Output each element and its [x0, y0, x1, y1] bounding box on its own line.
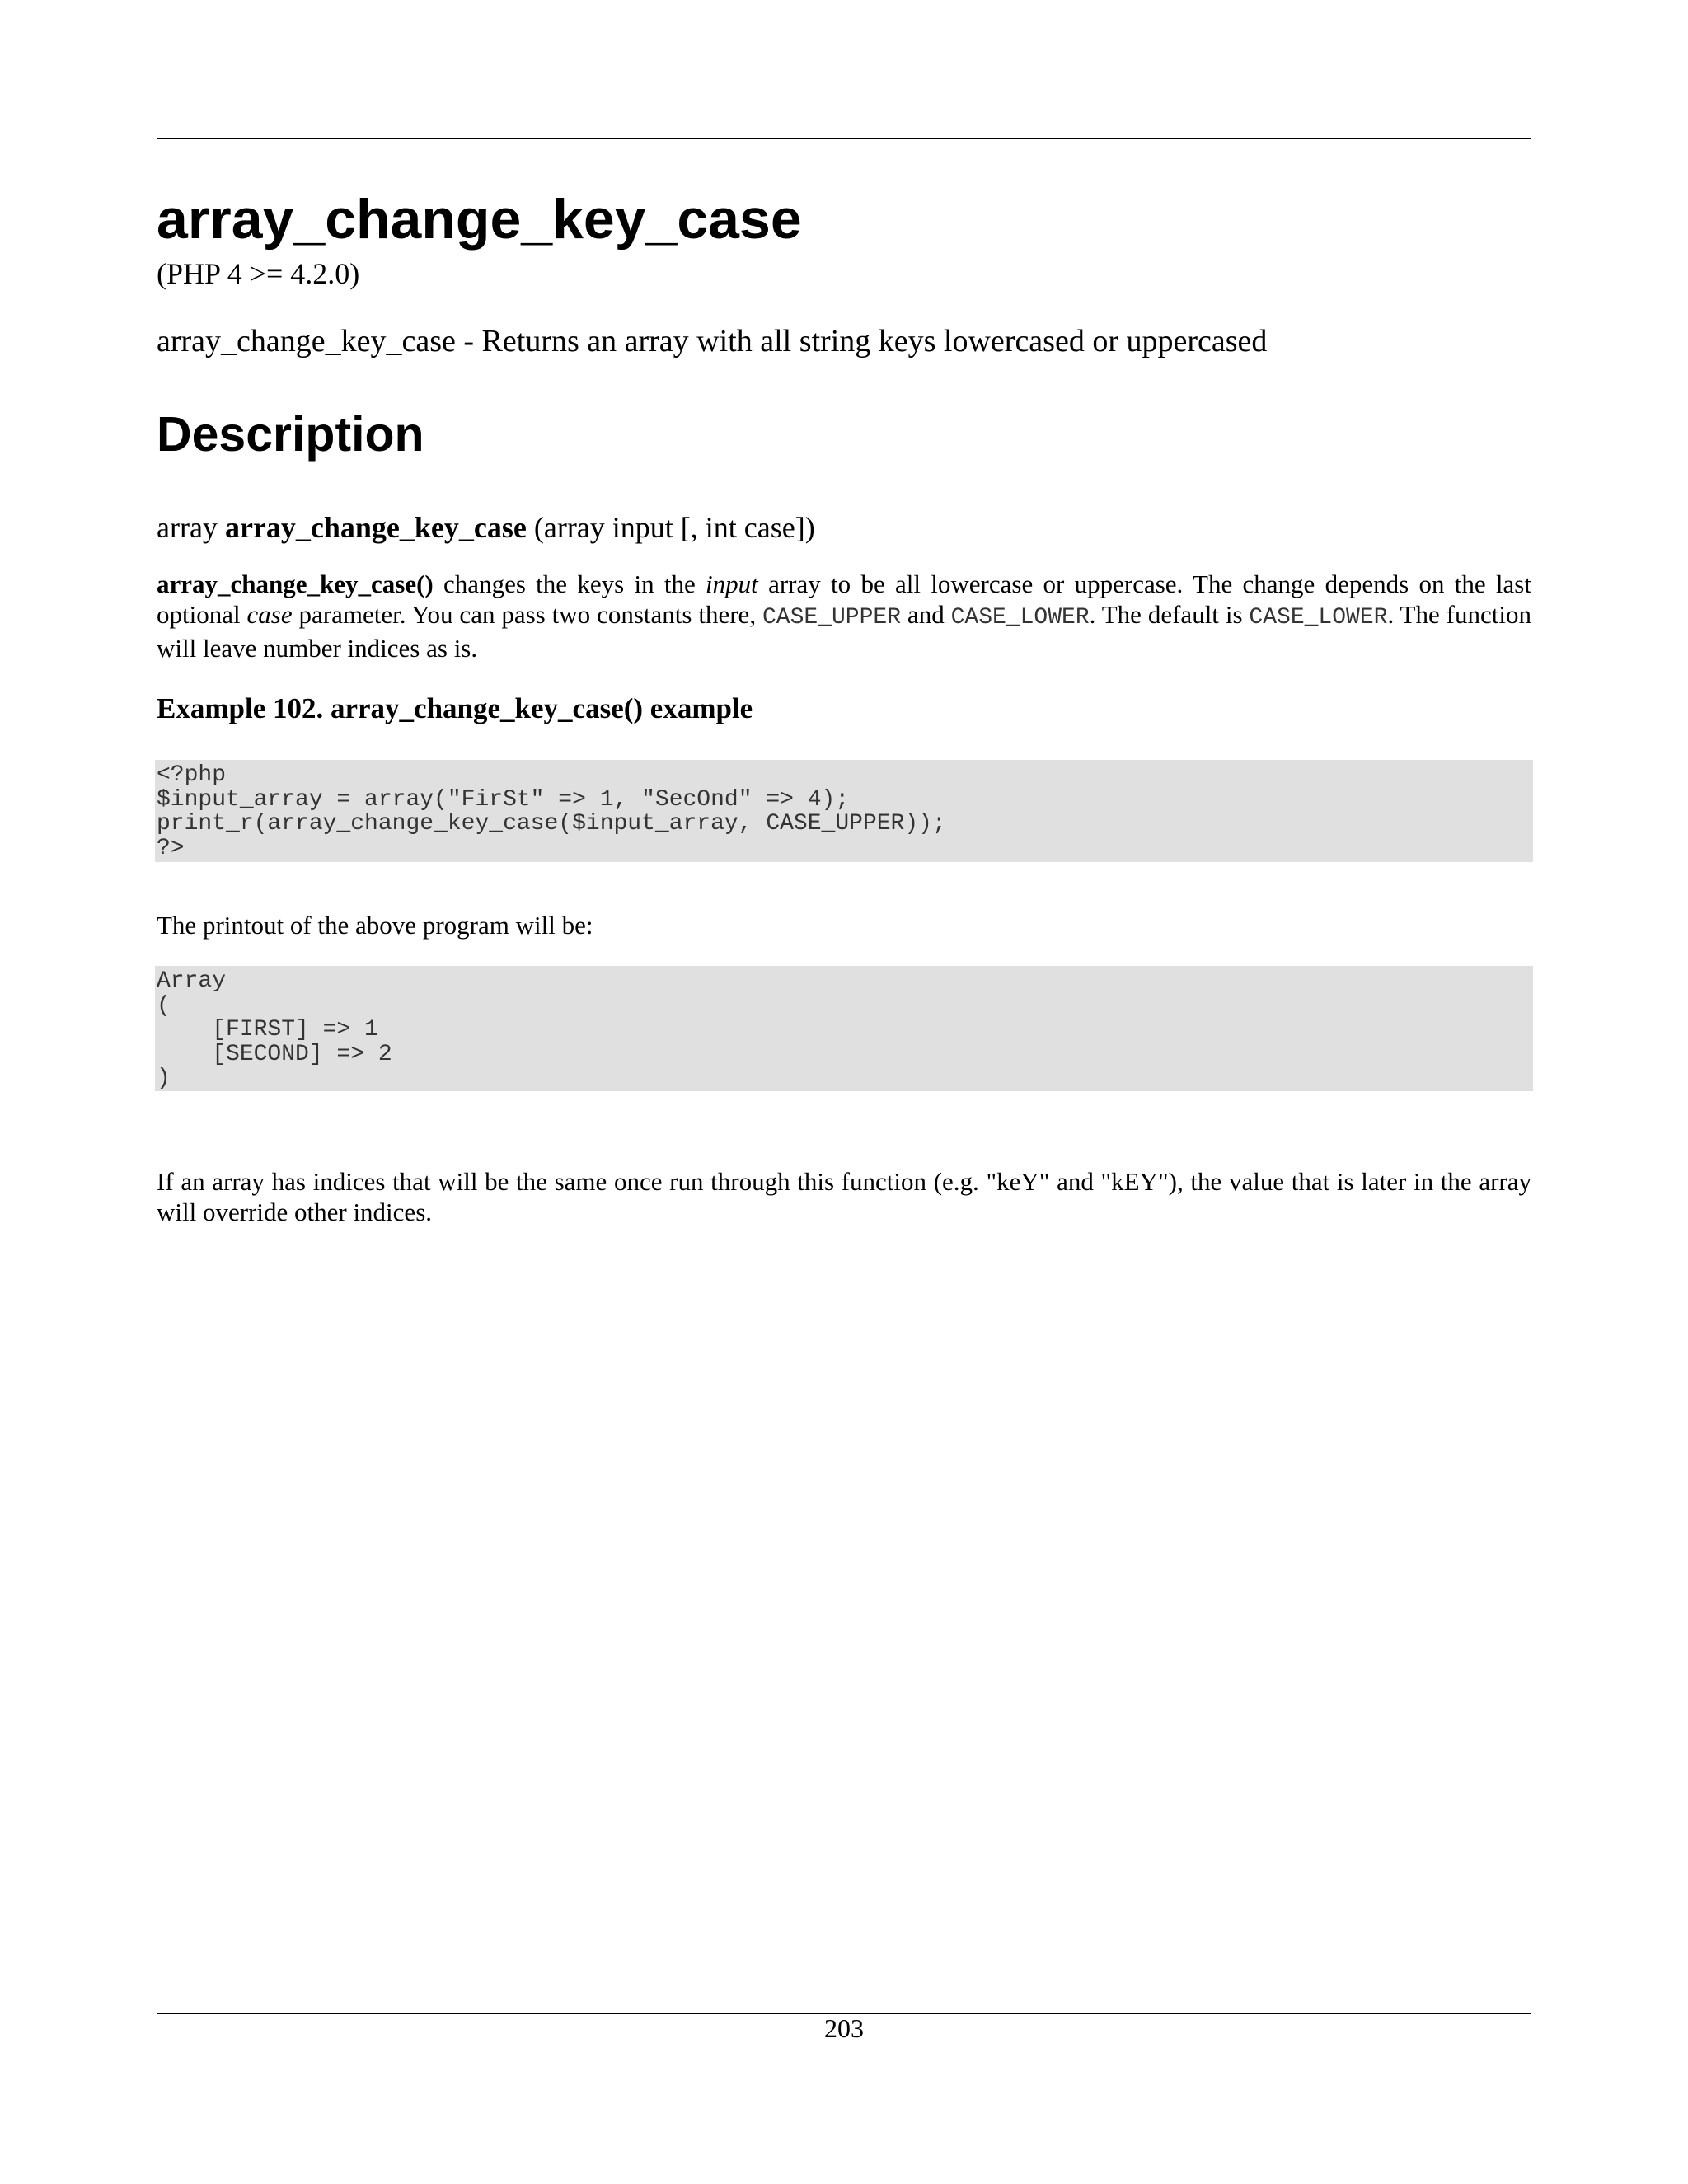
param-case: case: [246, 600, 293, 629]
desc-text: array to be all lowercase or uppercase. The change depends on the last optional: [157, 569, 1531, 629]
code-listing: <?php $input_array = array("FirSt" => 1, "SecOnd" => 4); print_r(array_change_key_case($input_array, CASE_UPPER)); ?>: [155, 760, 1533, 862]
constant-case-upper: CASE_UPPER: [762, 605, 902, 630]
version-info: (PHP 4 >= 4.2.0): [157, 257, 360, 290]
function-title: array_change_key_case: [157, 188, 802, 251]
header-rule: [157, 138, 1531, 139]
desc-text: and: [901, 600, 951, 629]
page-number: 203: [824, 2013, 864, 2043]
desc-text: . The default is: [1089, 600, 1250, 629]
constant-case-lower-default: CASE_LOWER: [1249, 605, 1388, 630]
desc-text: parameter. You can pass two constants there,: [292, 600, 762, 629]
param-input: input: [706, 569, 758, 598]
method-synopsis: [157, 509, 815, 546]
synopsis-return-type: array: [157, 511, 218, 544]
printout-intro: The printout of the above program will be:: [157, 911, 593, 940]
constant-case-lower: CASE_LOWER: [950, 605, 1090, 630]
note-paragraph: If an array has indices that will be the same once run through this function (e.g. "keY" and "kEY"), the value that is later in the array will override other indices.: [157, 1167, 1531, 1226]
synopsis-params: (array input [, int case]): [533, 511, 815, 544]
desc-text: changes the keys in the: [433, 569, 706, 598]
section-title-description: Description: [157, 407, 424, 462]
description-paragraph: [157, 569, 1531, 663]
example-title: Example 102. array_change_key_case() example: [157, 692, 753, 724]
desc-text: . The function will leave number indices as is.: [157, 600, 1531, 663]
synopsis-function-name: array_change_key_case: [224, 511, 527, 544]
function-reference: array_change_key_case(): [157, 569, 434, 598]
program-output: Array ( [FIRST] => 1 [SECOND] => 2 ): [155, 966, 1533, 1091]
refpurpose: array_change_key_case - Returns an array with all string keys lowercased or uppercased: [157, 324, 1268, 359]
